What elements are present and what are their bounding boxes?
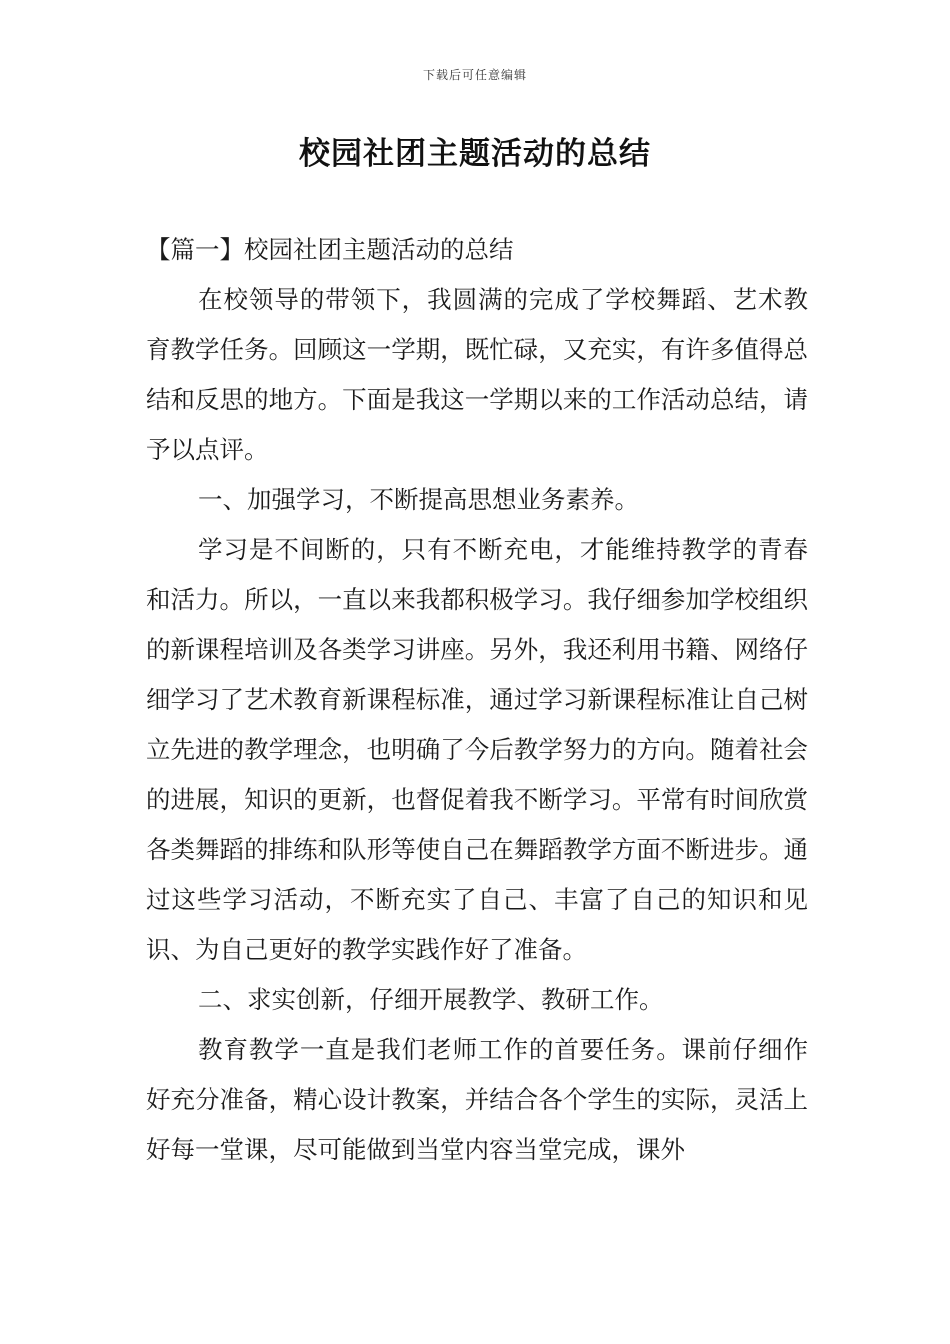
header-note: 下载后可任意编辑 [422, 68, 527, 82]
paragraph-heading-2: 二、求实创新，仔细开展教学、教研工作。 [198, 985, 664, 1014]
document-title: 校园社团主题活动的总结 [299, 136, 651, 172]
document-body [146, 225, 808, 1175]
section-heading: 【篇一】校园社团主题活动的总结 [146, 235, 514, 264]
paragraph-study: 学习是不间断的，只有不断充电，才能维持教学的青春和活力。所以，一直以来我都积极学习。我仔细参加学校组织的新课程培训及各类学习讲座。另外，我还利用书籍、网络仔细学习了艺术教育新课程标准，通过学习新课程标准让自己树立先进的教学理念，也明确了今后教学努力的方向。随着社会的进展，知识的更新，也督促着我不断学习。平常有时间欣赏各类舞蹈的排练和队形等使自己在舞蹈教学方面不断进步。通过这些学习活动，不断充实了自己、丰富了自己的知识和见识、为自己更好的教学实践作好了准备。 [146, 535, 808, 964]
paragraph-teaching: 教育教学一直是我们老师工作的首要任务。课前仔细作好充分准备，精心设计教案，并结合各个学生的实际，灵活上好每一堂课，尽可能做到当堂内容当堂完成，课外 [146, 1035, 808, 1164]
paragraph-intro: 在校领导的带领下，我圆满的完成了学校舞蹈、艺术教育教学任务。回顾这一学期，既忙碌，又充实，有许多值得总结和反思的地方。下面是我这一学期以来的工作活动总结，请予以点评。 [146, 285, 808, 464]
paragraph-heading-1: 一、加强学习，不断提高思想业务素养。 [198, 485, 639, 514]
